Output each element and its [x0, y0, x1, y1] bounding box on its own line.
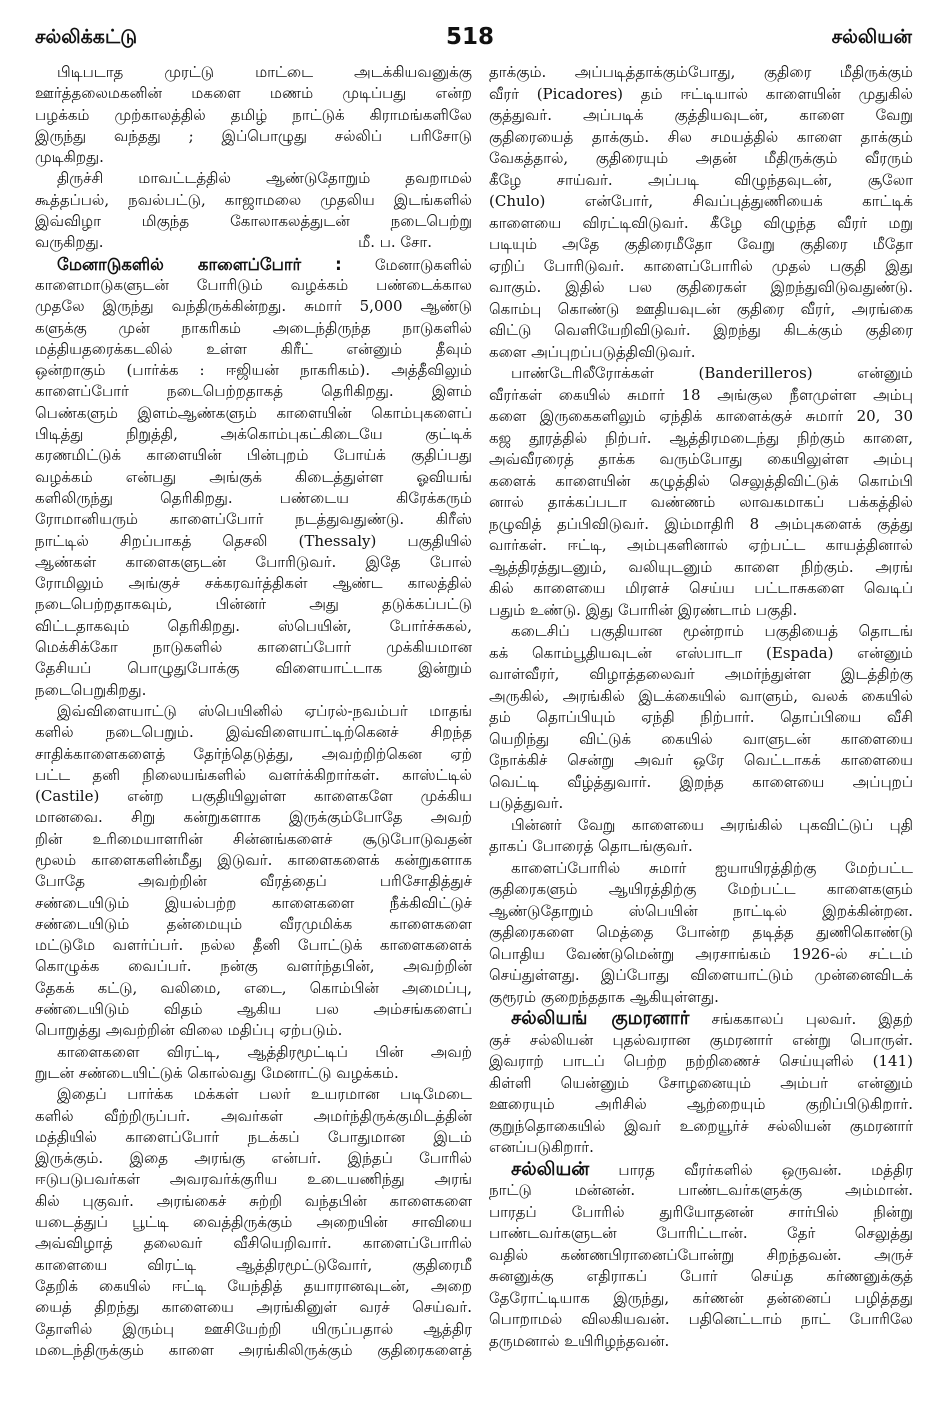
line-text: வாள்வீரர், விழாத்தலைவர் அமர்ந்துள்ள இடத்திற்கு [489, 665, 913, 683]
line-text: களில் வீற்றிருப்பர். அவர்கள் அமர்ந்திருக்குமிடத்தின் [35, 1106, 472, 1125]
text-line [35, 978, 472, 999]
text-line [35, 893, 472, 914]
text-line [35, 935, 472, 956]
line-text: கக் கொம்பூதியவுடன் எஸ்பாடா (Espada) என்னும் [489, 643, 913, 662]
text-line [489, 449, 913, 471]
line-text: கிள்ளி யென்னும் சோழனையும் அம்பர் என்னும் [489, 1073, 913, 1092]
text-line [489, 815, 913, 837]
text-line [489, 1180, 913, 1202]
text-line [489, 234, 913, 256]
line-text: மட்டுமே வளர்ப்பர். நல்ல தீனி போட்டுக் காளைகளைக் [35, 936, 472, 955]
text-line [489, 600, 913, 622]
line-text: வழக்கம் என்பது அங்குக் கிடைத்துள்ள ஓவியங் [35, 467, 472, 486]
text-line [35, 765, 472, 786]
line-text: குறுந்தொகையில் இவர் உறையூர்ச் சல்லியன் குமரனார் [489, 1116, 913, 1135]
text-line [35, 1276, 472, 1297]
text-line [35, 1319, 472, 1340]
line-text: களை இருகைகளிலும் ஏந்திக் காளைக்குச் சுமார் 20, 30 [489, 407, 913, 425]
line-text: குதிரைகளை மெத்தை போன்ற தடித்த துணிகொண்டு [489, 923, 913, 941]
text-line [35, 871, 472, 892]
line-text: தேசியப் பொழுதுபோக்கு விளையாட்டாக இன்றும் [35, 659, 472, 678]
paragraph [35, 62, 472, 168]
line-text: வாகும். இதில் பல குதிரைகள் இறந்துவிடுவதுண்டு. [489, 278, 913, 296]
text-line [489, 1266, 913, 1288]
line-text: சாதிக்காளைகளைத் தேர்ந்தெடுத்து, அவற்றிற்கென ஏற் [35, 744, 472, 763]
text-line [489, 965, 913, 987]
line-text: நாட்டு மன்னன். பாண்டவர்களுக்கு அம்மான். [489, 1181, 913, 1199]
text-line [35, 211, 472, 232]
text-line [35, 254, 472, 275]
running-head-right: சல்லியன் [831, 26, 912, 48]
text-line [489, 191, 913, 213]
text-line [35, 701, 472, 722]
line-text: வீரர்கள் கையில் சுமார் 18 அங்குல நீளமுள்ள அம்பு [489, 385, 913, 404]
text-line [35, 1063, 472, 1084]
line-text: ஏறிப் போரிடுவர். காளைப்போரில் முதல் பகுதி இது [489, 256, 913, 275]
paragraph [489, 815, 913, 858]
line-text: நோக்கிச் சென்று அவர் ஒரே வெட்டாகக் காளையை [489, 751, 913, 769]
text-line [489, 363, 913, 385]
text-line [489, 793, 913, 815]
line-text: வெட்டி வீழ்த்துவார். இறந்த காளையை அப்புறப் [489, 772, 913, 791]
line-text: கூத்தப்பல், நவல்பட்டு, காஜாமலை முதலிய இடங்களில் [35, 190, 472, 209]
text-line [35, 168, 472, 189]
text-line [489, 277, 913, 299]
paragraph [35, 254, 472, 701]
line-text: களை அப்புறப்படுத்திவிடுவர். [489, 342, 696, 361]
text-line [489, 492, 913, 514]
line-text: பொறுத்து அவற்றின் விலை மதிப்பு ஏற்படும். [35, 1021, 343, 1040]
line-text: கில் காளையை மிரளச் செய்ய பட்டாசுகளை வெடிப் [489, 579, 913, 597]
text-line [489, 385, 913, 407]
text-line [489, 901, 913, 923]
text-line [489, 1331, 913, 1353]
text-line [489, 514, 913, 536]
line-text: மத்தியதரைக்கடலில் உள்ள கிரீட் என்னும் தீவும் [35, 339, 472, 358]
text-line [489, 707, 913, 729]
text-line [35, 190, 472, 211]
line-text: பாரதப் போரில் துரியோதனன் சார்பில் நின்று [489, 1202, 913, 1221]
line-text: ஊர்த்தலைமகனின் மகளை மணம் முடிப்பது என்ற [35, 84, 472, 103]
line-text: நடைபெறுகிறது. [35, 680, 147, 699]
text-line [35, 1106, 472, 1127]
text-line [35, 786, 472, 807]
text-line [489, 664, 913, 686]
text-line [489, 342, 913, 364]
text-line [35, 914, 472, 935]
text-line [489, 1223, 913, 1245]
left-column [35, 62, 472, 1368]
line-text: பாரத வீரர்களில் ஒருவன். மத்திர [618, 1160, 913, 1179]
line-text: இவ்விளையாட்டு ஸ்பெயினில் ஏப்ரல்-நவம்பர் மாதங் [57, 701, 472, 720]
line-text: தாகப் போரைத் தொடங்குவர். [489, 837, 693, 855]
text-line [35, 1212, 472, 1233]
line-text: படுத்துவர். [489, 794, 564, 812]
page-number: 518 [445, 24, 494, 50]
text-line [489, 1137, 913, 1159]
line-text: யடைத்துப் பூட்டி வைத்திருக்கும் அறையின் சாவியை [35, 1213, 472, 1232]
line-text: இருந்து வந்தது ; இப்பொழுது சல்லிப் பரிசோடு [35, 126, 472, 145]
line-text: இதைப் பார்க்க மக்கள் பலர் உயரமான படிமேடை [57, 1085, 472, 1104]
text-line [489, 944, 913, 966]
text-line [489, 1030, 913, 1052]
text-line [489, 299, 913, 321]
line-text: றுடன் சண்டையிட்டுக் கொல்வது மேனாட்டு வழக்கம். [35, 1063, 399, 1082]
text-line [489, 858, 913, 880]
line-text: முதலே இருந்து வந்திருக்கின்றது. சுமார் 5,000 ஆண்டு [35, 297, 472, 316]
text-line [489, 213, 913, 235]
line-text: கில் புகுவர். அரங்கைச் சுற்றி வந்தபின் காளைகளை [35, 1191, 472, 1210]
line-text: கடைசிப் பகுதியான மூன்றாம் பகுதியைத் தொடங் [511, 622, 913, 640]
paragraph [35, 1084, 472, 1361]
line-text: கொம்பு கொண்டு ஊதியவுடன் குதிரை வீரர், அரங்கை [489, 299, 913, 318]
line-text: குத்துவர். அப்படிக் குத்தியவுடன், காளை வேறு [489, 106, 913, 124]
line-text: காளையை விரட்டி ஆத்திரமூட்டுவோர், குதிரைமீ [35, 1255, 472, 1274]
paragraph [35, 168, 472, 253]
line-text: தேறிக் கையில் ஈட்டி யேந்தித் தயாரானவுடன், அறை [35, 1276, 472, 1295]
line-text: அருகில், அரங்கில் இடக்கையில் வாளும், வலக் கையில் [489, 686, 913, 705]
line-text: காளைப்போரில் சுமார் ஐயாயிரத்திற்கு மேற்பட்ட [511, 858, 913, 877]
line-text: பிடிபடாத முரட்டு மாட்டை அடக்கியவனுக்கு [57, 63, 472, 81]
text-line [489, 471, 913, 493]
line-text: குரூரம் குறைந்ததாக ஆகியுள்ளது. [489, 987, 719, 1006]
line-text: சண்டையிடும் இயல்பற்ற காளைகளை நீக்கிவிட்டுச் [35, 893, 472, 912]
text-line [35, 637, 472, 658]
line-text: ஆண்டுதோறும் ஸ்பெயின் நாட்டில் இறக்கின்றன. [489, 901, 913, 920]
text-line [35, 680, 472, 701]
text-line [489, 879, 913, 901]
line-text: கஜ தூரத்தில் நிற்பர். ஆத்திரமடைந்து நிற்கும் காளை, [489, 428, 913, 447]
text-line [489, 1073, 913, 1095]
text-line [489, 406, 913, 428]
line-text: விட்டு வெளியேறிவிடுவர். இறந்து கிடக்கும் குதிரை [489, 321, 913, 339]
paragraph [489, 363, 913, 621]
text-line [489, 1008, 913, 1030]
line-text: காளையை விரட்டிவிடுவர். கீழே விழுந்த வீரர் மறு [489, 213, 913, 232]
line-text: ஈடுபடுபவர்கள் அவரவர்க்குரிய உடையணிந்து அரங் [35, 1170, 472, 1189]
text-line [489, 557, 913, 579]
text-line [35, 296, 472, 317]
text-line [35, 488, 472, 509]
text-line [35, 62, 472, 83]
text-line [35, 105, 472, 126]
line-text: விட்டதாகவும் தெரிகிறது. ஸ்பெயின், போர்ச்சுகல், [35, 616, 472, 635]
line-text: களுக்கு முன் நாகரிகம் அடைந்திருந்த நாடுகளில் [35, 318, 472, 337]
text-line [35, 531, 472, 552]
text-line [489, 643, 913, 665]
line-text: அவ்விழாத் தலைவர் வீசியெறிவார். காளைப்போரில் [35, 1234, 472, 1253]
text-line [489, 256, 913, 278]
line-text: தேரோட்டியாக இருந்து, கர்ணன் தன்னைப் பழித்தது [489, 1288, 913, 1307]
line-text: ரோமானியரும் காளைப்போர் நடத்துவதுண்டு. கிரீஸ் [35, 510, 472, 529]
line-text: (Castile) என்ற பகுதியிலுள்ள காளைகளே முக்கிய [35, 787, 472, 806]
text-line [35, 744, 472, 765]
line-text: (Chulo) என்போர், சிவப்புத்துணியைக் காட்டிக் [489, 192, 913, 210]
line-text: அவ்வீரரைத் தாக்க வரும்போது கையிலுள்ள அம்பு [489, 450, 913, 468]
text-line [489, 578, 913, 600]
text-line [35, 1084, 472, 1105]
text-line [489, 148, 913, 170]
line-text: குச் சல்லியன் புதல்வரான குமரனார் என்று பொருள். [489, 1030, 913, 1049]
line-text: மெக்சிக்கோ நாடுகளில் காளைப்போர் முக்கியமான [35, 638, 472, 657]
text-line [489, 1202, 913, 1224]
paragraph [489, 1159, 913, 1353]
line-text: பாண்டவர்களுடன் போரிட்டான். தேர் செலுத்து [489, 1224, 913, 1242]
line-text: ஆண்கள் காளைகளுடன் போரிடுவர். இதே போல் [35, 552, 472, 571]
text-line [35, 1020, 472, 1041]
paragraph [35, 1042, 472, 1085]
line-text: வேகத்தால், குதிரையும் அதன் மீதிருக்கும் வீரரும் [489, 149, 913, 167]
line-text: கீழே சாய்வர். அப்படி விழுந்தவுடன், சூலோ [489, 170, 913, 189]
text-line [35, 1148, 472, 1169]
text-line [35, 999, 472, 1020]
line-text: பிடித்து நிறுத்தி, அக்கொம்புகட்கிடையே குட்டிக் [35, 425, 472, 444]
line-text: கொழுக்க வைப்பர். நன்கு வளர்ந்தபின், அவற்றின் [35, 957, 472, 976]
line-text: ரோமிலும் அங்குச் சக்கரவர்த்திகள் ஆண்ட காலத்தில் [35, 574, 472, 593]
line-text: பட்ட தனி நிலையங்களில் வளர்க்கிறார்கள். காஸ்ட்டில் [35, 765, 472, 784]
text-line [489, 62, 913, 84]
text-line [489, 1288, 913, 1310]
line-text: தருமனால் உயிரிழந்தவன். [489, 1331, 670, 1350]
line-text: வார்கள். ஈட்டி, அம்புகளினால் ஏற்பட்ட காயத்தினால் [489, 536, 913, 554]
text-line [489, 1159, 913, 1181]
text-line [489, 535, 913, 557]
line-text: களைக் காளையின் கழுத்தில் செலுத்திவிட்டுக் கொம்பி [489, 471, 913, 490]
line-text: யெறிந்து விட்டுக் கையில் வாளுடன் காளையை [489, 729, 913, 748]
text-line [35, 1169, 472, 1190]
paragraph [489, 858, 913, 1009]
text-line [35, 1042, 472, 1063]
text-line [489, 922, 913, 944]
text-line [35, 594, 472, 615]
text-line [35, 1297, 472, 1318]
text-line [489, 987, 913, 1009]
line-text: மடைந்திருக்கும் காளை அரங்கிலிருக்கும் குதிரைகளைத் [35, 1340, 472, 1359]
text-line [489, 1051, 913, 1073]
line-text: இருக்கும். இதை அரங்கு என்பர். இந்தப் போரில் [35, 1149, 472, 1168]
line-text: காளைப்போர் நடைபெற்றதாகத் தெரிகிறது. இளம் [35, 382, 472, 401]
text-line [489, 1309, 913, 1331]
line-text: சண்டையிடும் விதம் ஆகிய பல அம்சங்களைப் [35, 1000, 472, 1019]
line-text: இவ்விழா மிகுந்த கோலாகலத்துடன் நடைபெற்று [35, 212, 472, 231]
line-text: பொதிய வேண்டுமென்று அரசாங்கம் 1926-ல் சட்டம் [489, 944, 913, 963]
line-text: தேகக் கட்டு, வலிமை, எடை, கொம்பின் அமைப்பு, [35, 978, 472, 997]
paragraph [489, 621, 913, 815]
paragraph [489, 62, 913, 363]
text-line [35, 509, 472, 530]
line-text: சண்டையிடும் தன்மையும் வீரமுமிக்க காளைகளை [35, 914, 472, 933]
line-text: போதே அவற்றின் வீரத்தைப் பரிசோதித்துச் [35, 872, 472, 891]
line-text: மேனாடுகளில் [374, 255, 472, 274]
text-line [35, 339, 472, 360]
text-line [35, 445, 472, 466]
author-initials: மீ. ப. சோ. [358, 233, 432, 252]
text-line [35, 807, 472, 828]
running-head-left: சல்லிக்கட்டு [35, 26, 138, 48]
text-line [35, 1191, 472, 1212]
line-text: நழுவித் தப்பிவிடுவர். இம்மாதிரி 8 அம்புகளைக் குத்து [489, 514, 913, 533]
text-line [35, 424, 472, 445]
text-line [489, 1116, 913, 1138]
line-text: நடைபெற்றதாகவும், பின்னர் அது தடுக்கப்பட்டு [35, 595, 472, 614]
text-line [35, 850, 472, 871]
line-text: றின் உரிமையாளரின் சின்னங்களைச் சூடுபோடுவதன் [35, 829, 472, 848]
line-text: பதும் உண்டு. இது போரின் இரண்டாம் பகுதி. [489, 600, 798, 619]
line-text: குதிரைகளும் ஆயிரத்திற்கு மேற்பட்ட காளைகளும் [489, 880, 913, 898]
text-line [35, 573, 472, 594]
text-line [489, 1245, 913, 1267]
text-line [35, 403, 472, 424]
line-text: பெண்களும் இளம்ஆண்களும் காளையின் கொம்புகளைப் [35, 403, 472, 422]
line-text: யைத் திறந்து காளையை அரங்கினுள் வரச் செய்வர். [35, 1298, 472, 1317]
text-line [35, 722, 472, 743]
line-text: வீரர் (Picadores) தம் ஈட்டியால் காளையின் முதுகில் [489, 84, 913, 103]
line-text: ஆத்திரத்துடனும், வலியுடனும் காளை நிற்கும். அரங் [489, 557, 913, 576]
entry-heading: மேனாடுகளில் காளைப்போர் : [57, 254, 342, 274]
line-text: பாண்டேரிலீரோக்கள் (Banderilleros) என்னும் [511, 364, 913, 382]
line-text: சங்ககாலப் புலவர். இதற் [711, 1010, 913, 1028]
line-text: மத்தியில் காளைப்போர் நடக்கப் போதுமான இடம் [35, 1127, 472, 1146]
paragraph [35, 701, 472, 1042]
text-line [489, 836, 913, 858]
line-text: சுனனுக்கு எதிராகப் போர் செய்த கர்ணனுக்குத் [489, 1267, 913, 1285]
text-line [35, 147, 472, 168]
entry-heading: சல்லியங் குமரனார் [511, 1008, 690, 1029]
line-text: னால் தாக்கப்படா வண்ணம் லாவகமாகப் பக்கத்தில் [489, 493, 913, 511]
line-text: தோளில் இரும்பு ஊசியேற்றி யிருப்பதால் ஆத்திர [35, 1319, 472, 1338]
paragraph [489, 1008, 913, 1159]
text-line [489, 127, 913, 149]
entry-heading: சல்லியன் [511, 1158, 590, 1180]
text-line [489, 729, 913, 751]
line-text: வருகிறது. [35, 233, 104, 252]
text-line [489, 84, 913, 106]
line-text: தம் தொப்பியும் ஏந்தி நிற்பார். தொப்பியை வீசி [489, 708, 913, 726]
text-line [35, 126, 472, 147]
text-line [35, 83, 472, 104]
line-text: எனப்படுகிறார். [489, 1138, 594, 1156]
line-text: பழக்கம் முற்காலத்தில் தமிழ் நாட்டுக் கிராமங்களிலே [35, 105, 472, 124]
text-line [489, 772, 913, 794]
line-text: குதிரையைத் தாக்கும். சில சமயத்தில் காளை தாக்கும் [489, 127, 913, 146]
text-line [35, 232, 472, 253]
text-line [489, 1094, 913, 1116]
line-text: மூலம் காளைகளின்மீது இடுவர். காளைகளைக் கன்றுகளாக [35, 850, 472, 869]
text-line [35, 552, 472, 573]
line-text: முடிகிறது. [35, 148, 104, 167]
text-line [35, 1340, 472, 1361]
text-line [35, 275, 472, 296]
line-text: இவராற் பாடப் பெற்ற நற்றிணைச் செய்யுளில் (141) [489, 1052, 913, 1070]
line-text: படியும் அதே குதிரைமீதோ வேறு குதிரை மீதோ [489, 235, 913, 253]
text-line [35, 381, 472, 402]
line-text: மானவை. சிறு கன்றுகளாக இருக்கும்போதே அவற் [35, 808, 472, 827]
line-text: வதில் கண்ணபிரானைப்போன்று சிறந்தவன். அருச் [489, 1245, 913, 1264]
line-text: காளைமாடுகளுடன் போரிடும் வழக்கம் பண்டைக்கால [35, 275, 472, 294]
text-line [489, 170, 913, 192]
text-line [35, 1233, 472, 1254]
text-line [35, 360, 472, 381]
text-line [35, 1255, 472, 1276]
text-line [489, 428, 913, 450]
line-text: தாக்கும். அப்படித்தாக்கும்போது, குதிரை மீதிருக்கும் [489, 63, 913, 81]
text-line [35, 829, 472, 850]
text-line [489, 686, 913, 708]
line-text: ஊரையும் அரிசில் ஆற்றையும் குறிப்பிடுகிறார். [489, 1095, 913, 1113]
line-text: களிலிருந்து தெரிகிறது. பண்டைய கிரேக்கரும் [35, 488, 472, 507]
text-line [35, 956, 472, 977]
text-line [35, 467, 472, 488]
text-line [35, 616, 472, 637]
line-text: பொறாமல் விலகியவன். பதினெட்டாம் நாட் போரிலே [489, 1310, 913, 1328]
line-text: கரணமிட்டுக் காளையின் பின்புறம் போய்க் குதிப்பது [35, 446, 472, 465]
text-line [35, 658, 472, 679]
line-text: பின்னர் வேறு காளையை அரங்கில் புகவிட்டுப் புதி [511, 815, 913, 834]
text-line [489, 105, 913, 127]
text-line [35, 1127, 472, 1148]
text-line [489, 750, 913, 772]
text-line [489, 320, 913, 342]
line-text: செய்துள்ளது. இப்போது விளையாட்டும் முன்னைவிடக் [489, 966, 913, 984]
text-line [35, 318, 472, 339]
line-text: காளைகளை விரட்டி, ஆத்திரமூட்டிப் பின் அவற் [57, 1042, 472, 1061]
line-text: ஒன்றாகும் (பார்க்க : ஈஜியன் நாகரிகம்). அத்தீவிலும் [35, 361, 472, 380]
right-column [489, 62, 913, 1362]
line-text: களில் நடைபெறும். இவ்விளையாட்டிற்கெனச் சிறந்த [35, 723, 472, 742]
line-text: நாட்டில் சிறப்பாகத் தெசலி (Thessaly) பகுதியில் [35, 531, 472, 550]
text-line [489, 621, 913, 643]
line-text: திருச்சி மாவட்டத்தில் ஆண்டுதோறும் தவறாமல் [57, 169, 472, 188]
